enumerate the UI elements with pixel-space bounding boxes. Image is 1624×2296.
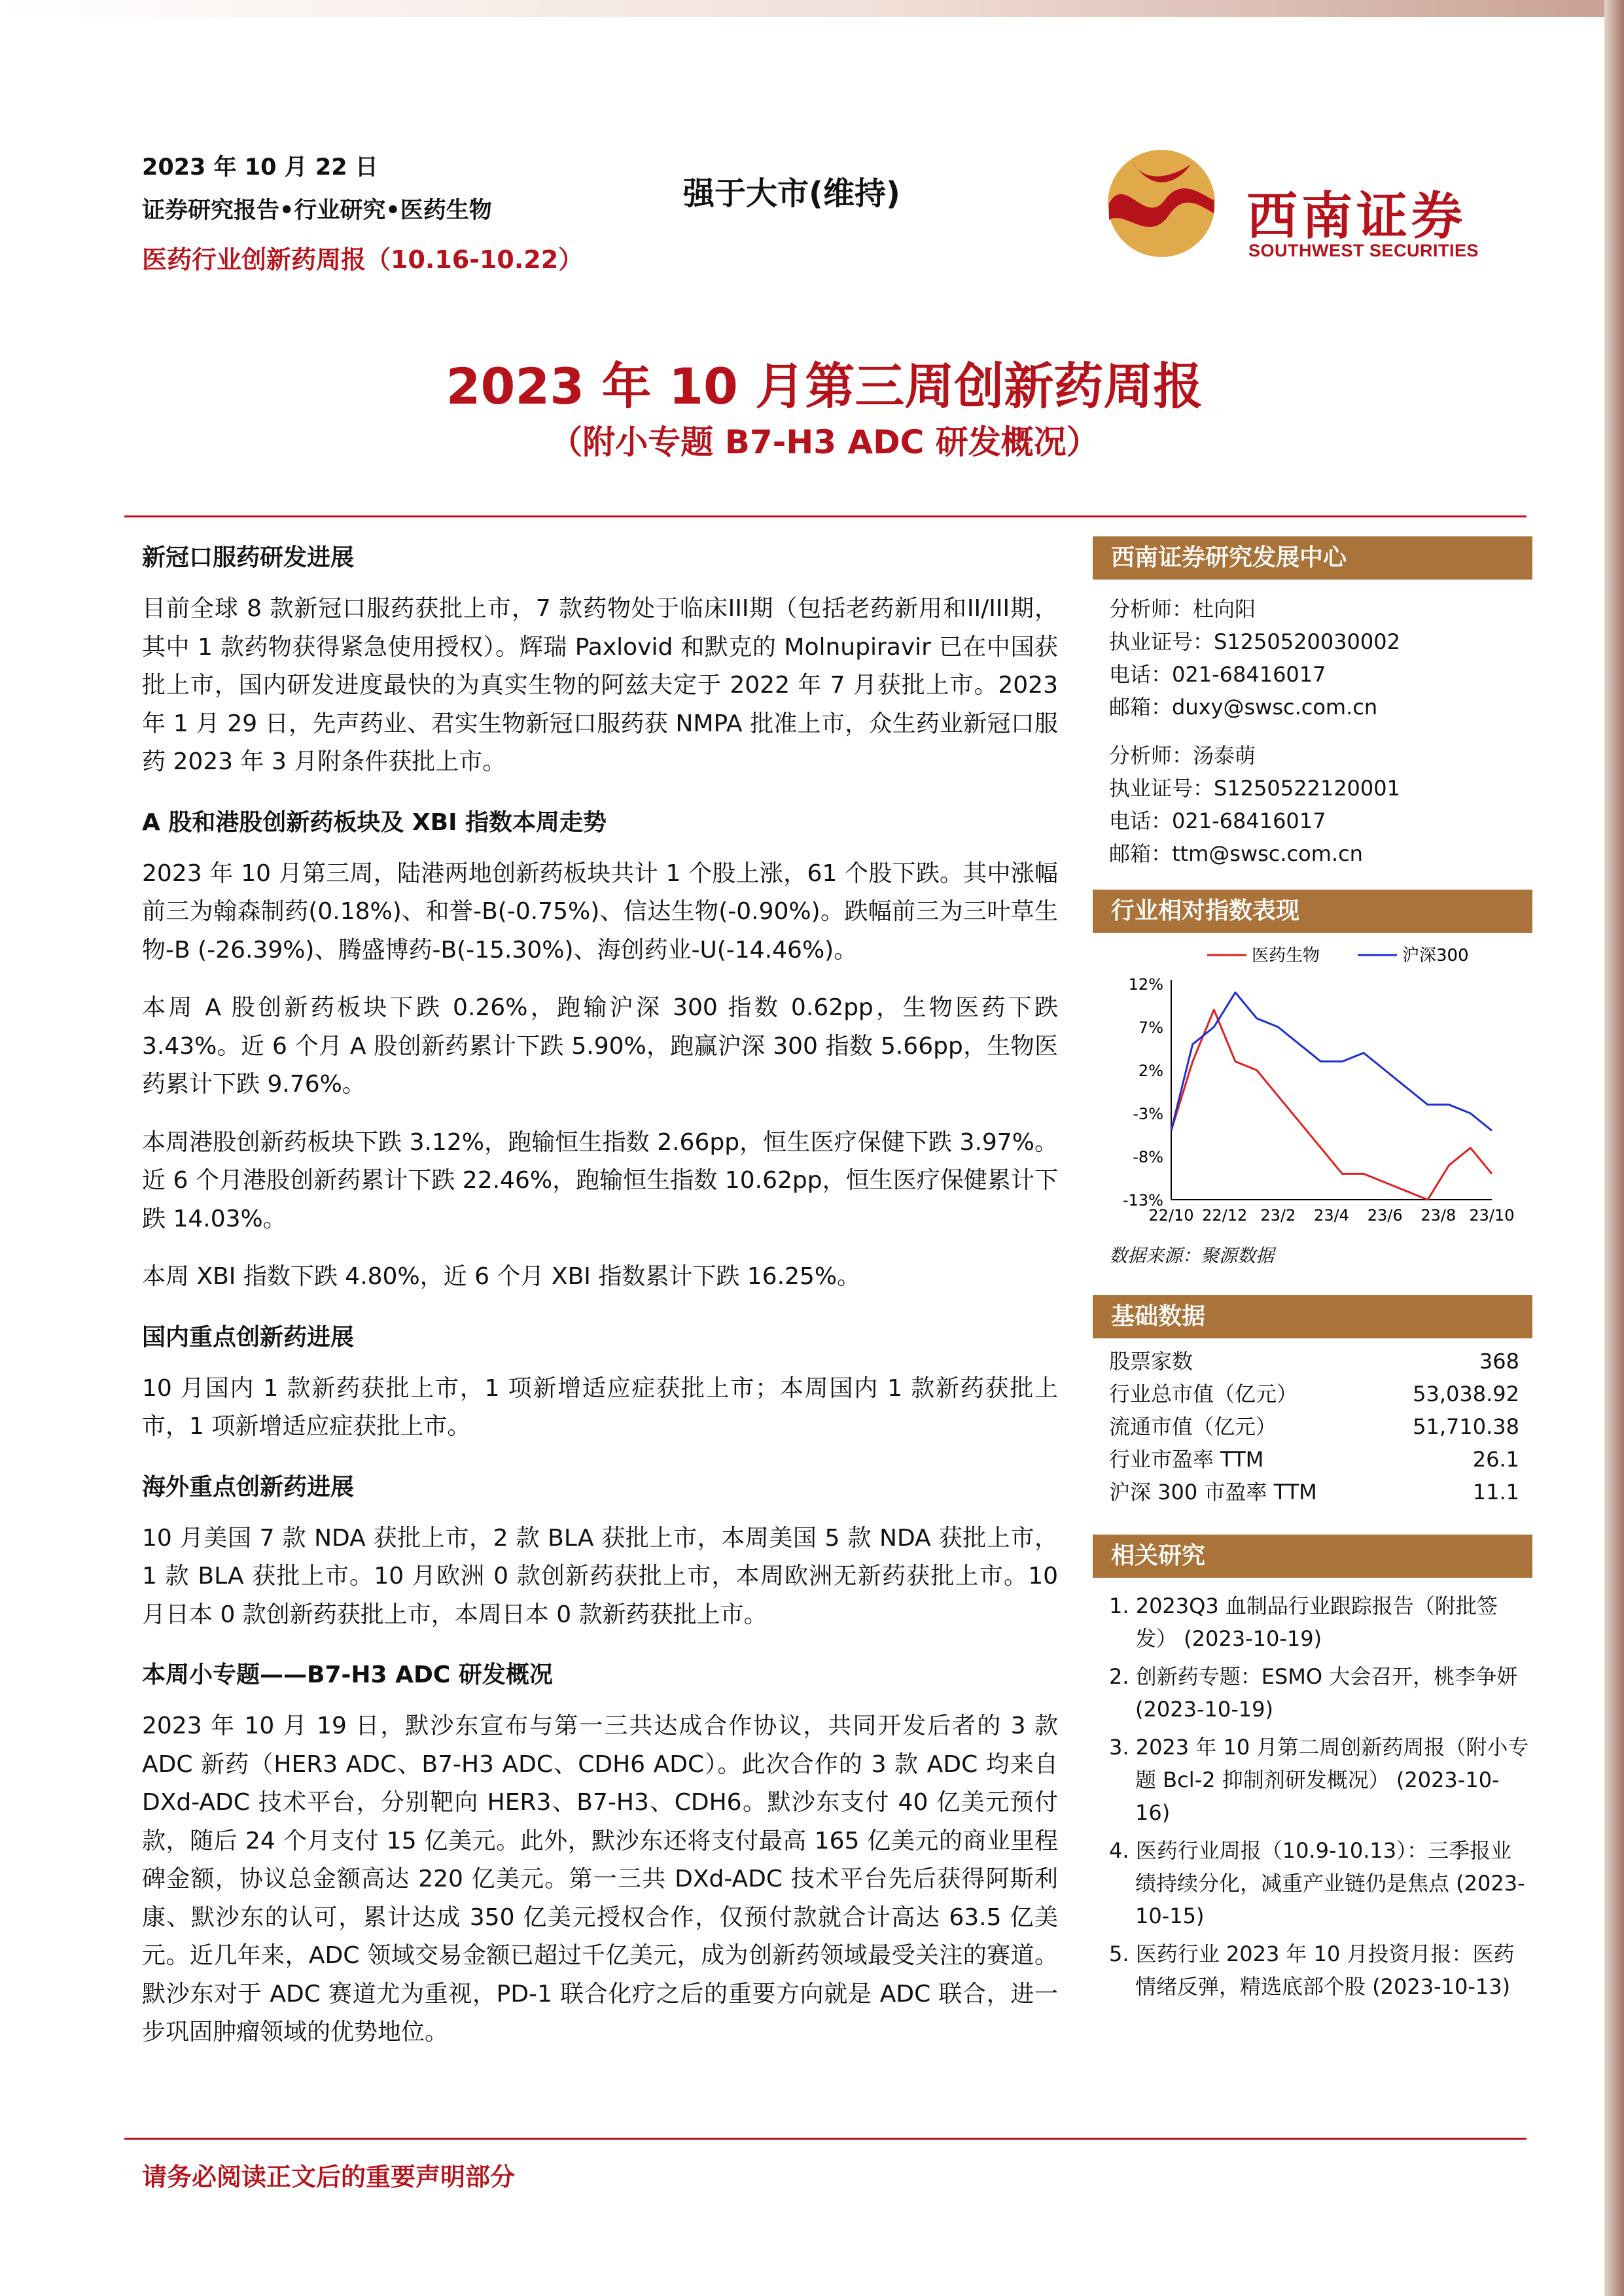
report-date: 2023 年 10 月 22 日 xyxy=(142,154,378,181)
basic-value: 51,710.38 xyxy=(1413,1414,1519,1439)
y-tick-label: 7% xyxy=(1138,1018,1163,1037)
research-center-header: 西南证券研究发展中心 xyxy=(1093,536,1532,580)
y-tick-label: 12% xyxy=(1128,975,1163,994)
series-line-hs300 xyxy=(1171,992,1492,1130)
basic-value: 368 xyxy=(1479,1349,1519,1374)
analyst-email[interactable]: 邮箱：duxy@swsc.com.cn xyxy=(1109,695,1378,720)
section-heading: 本周小专题——B7-H3 ADC 研发概况 xyxy=(142,1661,553,1688)
legend-label: 医药生物 xyxy=(1252,946,1320,965)
report-title: 2023 年 10 月第三周创新药周报 xyxy=(446,357,1203,415)
y-tick-label: -3% xyxy=(1133,1105,1163,1123)
paragraph: 2023 年 10 月第三周，陆港两地创新药板块共计 1 个股上涨，61 个股下跌。其中涨幅前三为翰森制药(0.18%)、和誉-B(-0.75%)、信达生物(-0.90%)。跌幅前三为三叶草生物-B (-26.39%)、腾盛博药-B(-15.30%)、海创药业-U(-14.46%)。 xyxy=(142,860,1058,964)
x-tick-label: 23/4 xyxy=(1314,1206,1349,1225)
basic-row xyxy=(1109,1410,1532,1443)
section-domestic xyxy=(142,1316,1058,1446)
basic-label: 沪深 300 市盈率 TTM xyxy=(1109,1480,1317,1505)
paragraph: 本周 XBI 指数下跌 4.80%，近 6 个月 XBI 指数累计下跌 16.25%。 xyxy=(142,1263,861,1290)
section-covid xyxy=(142,536,1058,782)
analyst-phone: 电话：021-68416017 xyxy=(1109,662,1326,687)
section-heading: 新冠口服药研发进展 xyxy=(142,544,355,571)
report-series: 医药行业创新药周报（10.16-10.22） xyxy=(142,245,584,274)
industry-rating: 强于大市(维持) xyxy=(683,175,900,212)
chart-source: 数据来源：聚源数据 xyxy=(1109,1245,1275,1266)
header-divider xyxy=(124,515,1527,517)
x-tick-label: 23/6 xyxy=(1367,1206,1403,1225)
related-item[interactable]: 3. 2023 年 10 月第二周创新药周报（附小专题 Bcl-2 抑制剂研发概况） (2023-10-16) xyxy=(1109,1735,1529,1825)
legend-label: 沪深300 xyxy=(1402,946,1469,965)
section-topic xyxy=(142,1654,1058,2052)
related-item[interactable]: 5. 医药行业 2023 年 10 月投资月报：医药情绪反弹，精选底部个股 (2023-10-13) xyxy=(1109,1941,1515,1999)
section-heading: A 股和港股创新药板块及 XBI 指数本周走势 xyxy=(142,809,607,836)
basic-row xyxy=(1109,1378,1532,1410)
related-research-header: 相关研究 xyxy=(1093,1535,1532,1578)
basic-value: 53,038.92 xyxy=(1413,1382,1519,1406)
section-heading: 国内重点创新药进展 xyxy=(142,1323,355,1351)
analyst-name: 分析师：杜向阳 xyxy=(1109,597,1256,621)
x-tick-label: 23/2 xyxy=(1260,1206,1296,1225)
main-content xyxy=(142,536,1058,2072)
footer-notice: 请务必阅读正文后的重要声明部分 xyxy=(142,2163,516,2191)
x-tick-label: 22/12 xyxy=(1202,1206,1248,1225)
logo-name-en: SOUTHWEST SECURITIES xyxy=(1248,241,1479,260)
analyst-phone: 电话：021-68416017 xyxy=(1109,809,1326,833)
related-item[interactable]: 1. 2023Q3 血制品行业跟踪报告（附批签发） (2023-10-19) xyxy=(1109,1593,1498,1651)
basic-value: 11.1 xyxy=(1472,1480,1519,1505)
logo-name-cn: 西南证券 xyxy=(1246,186,1467,246)
footer-divider xyxy=(124,2138,1527,2140)
analyst-email[interactable]: 邮箱：ttm@swsc.com.cn xyxy=(1109,841,1363,866)
basic-data-header: 基础数据 xyxy=(1093,1295,1532,1338)
southwest-logo-icon xyxy=(1106,148,1217,259)
x-tick-label: 23/8 xyxy=(1421,1206,1456,1225)
basic-value: 26.1 xyxy=(1472,1447,1519,1472)
report-type: 证券研究报告•行业研究•医药生物 xyxy=(142,198,492,224)
index-chart-svg xyxy=(1093,933,1532,1240)
basic-label: 行业市盈率 TTM xyxy=(1109,1447,1264,1472)
x-tick-label: 22/10 xyxy=(1148,1206,1194,1225)
section-heading: 海外重点创新药进展 xyxy=(142,1473,355,1501)
index-performance-header: 行业相对指数表现 xyxy=(1093,890,1532,933)
basic-row xyxy=(1109,1443,1532,1476)
paragraph: 目前全球 8 款新冠口服药获批上市，7 款药物处于临床III期（包括老药新用和II/III期，其中 1 款药物获得紧急使用授权）。辉瑞 Paxlovid 和默克的 Molnupiravir 已在中国获批上市，国内研发进度最快的为真实生物的阿兹夫定于 2022 年 7 月获批上市。2023 年 1 月 29 日，先声药业、君实生物新冠口服药获 NMPA 批准上市，众生药业新冠口服药 2023 年 3 月附条件获批上市。 xyxy=(142,595,1058,775)
related-research-list xyxy=(1093,1578,1532,2003)
y-tick-label: -13% xyxy=(1122,1191,1163,1209)
basic-label: 股票家数 xyxy=(1109,1349,1193,1374)
related-item[interactable]: 4. 医药行业周报（10.9-10.13）：三季报业绩持续分化，减重产业链仍是焦点 (2023-10-15) xyxy=(1109,1838,1525,1928)
paragraph: 2023 年 10 月 19 日，默沙东宣布与第一三共达成合作协议，共同开发后者的 3 款 ADC 新药（HER3 ADC、B7-H3 ADC、CDH6 ADC）。此次合作的 3 款 ADC 均来自 DXd-ADC 技术平台，分别靶向 HER3、B7-H3、CDH6。默沙东支付 40 亿美元预付款，随后 24 个月支付 15 亿美元。此外，默沙东还将支付最高 165 亿美元的商业里程碑金额，协议总金额高达 220 亿美元。第一三共 DXd-ADC 技术平台先后获得阿斯利康、默沙东的认可，累计达成 350 亿美元授权合作，仅预付款就合计高达 63.5 亿美元。近几年来，ADC 领域交易金额已超过千亿美元，成为创新药领域最受关注的赛道。默沙东对于 ADC 赛道尤为重视，PD-1 联合化疗之后的重要方向就是 ADC 联合，进一步巩固肿瘤领域的优势地位。 xyxy=(142,1713,1058,2045)
basic-label: 流通市值（亿元） xyxy=(1109,1414,1277,1439)
basic-row xyxy=(1109,1345,1532,1378)
paragraph: 本周 A 股创新药板块下跌 0.26%，跑输沪深 300 指数 0.62pp，生物医药下跌 3.43%。近 6 个月 A 股创新药累计下跌 5.90%，跑赢沪深 300 指数 5.66pp，生物医药累计下跌 9.76%。 xyxy=(142,994,1058,1098)
basic-row xyxy=(1109,1476,1532,1508)
related-item[interactable]: 2. 创新药专题：ESMO 大会召开，桃李争妍 (2023-10-19) xyxy=(1109,1664,1518,1722)
analyst-list xyxy=(1093,580,1532,870)
report-subtitle: （附小专题 B7-H3 ADC 研发概况） xyxy=(550,423,1099,461)
x-tick-label: 23/10 xyxy=(1469,1206,1515,1225)
right-decoration-bar xyxy=(1604,0,1624,2296)
basic-data-table xyxy=(1093,1338,1532,1508)
index-chart xyxy=(1093,933,1532,1240)
sidebar xyxy=(1093,536,1532,2008)
paragraph: 10 月国内 1 款新药获批上市，1 项新增适应症获批上市；本周国内 1 款新药获批上市，1 项新增适应症获批上市。 xyxy=(142,1374,1058,1440)
section-market xyxy=(142,801,1058,1296)
analyst-cert: 执业证号：S1250520030002 xyxy=(1109,629,1400,654)
paragraph: 本周港股创新药板块下跌 3.12%，跑输恒生指数 2.66pp，恒生医疗保健下跌 3.97%。近 6 个月港股创新药累计下跌 22.46%，跑输恒生指数 10.62pp，恒生医疗保健累计下跌 14.03%。 xyxy=(142,1128,1058,1232)
analyst-name: 分析师：汤泰萌 xyxy=(1109,743,1256,768)
section-overseas xyxy=(142,1466,1058,1635)
y-tick-label: 2% xyxy=(1138,1062,1163,1080)
analyst-cert: 执业证号：S1250522120001 xyxy=(1109,776,1400,801)
top-decoration-bar xyxy=(0,0,1624,17)
paragraph: 10 月美国 7 款 NDA 获批上市，2 款 BLA 获批上市，本周美国 5 款 NDA 获批上市，1 款 BLA 获批上市。10 月欧洲 0 款创新药获批上市，本周欧洲无新药获批上市。10 月日本 0 款创新药获批上市，本周日本 0 款新药获批上市。 xyxy=(142,1524,1058,1628)
y-tick-label: -8% xyxy=(1133,1148,1163,1166)
basic-label: 行业总市值（亿元） xyxy=(1109,1382,1298,1406)
